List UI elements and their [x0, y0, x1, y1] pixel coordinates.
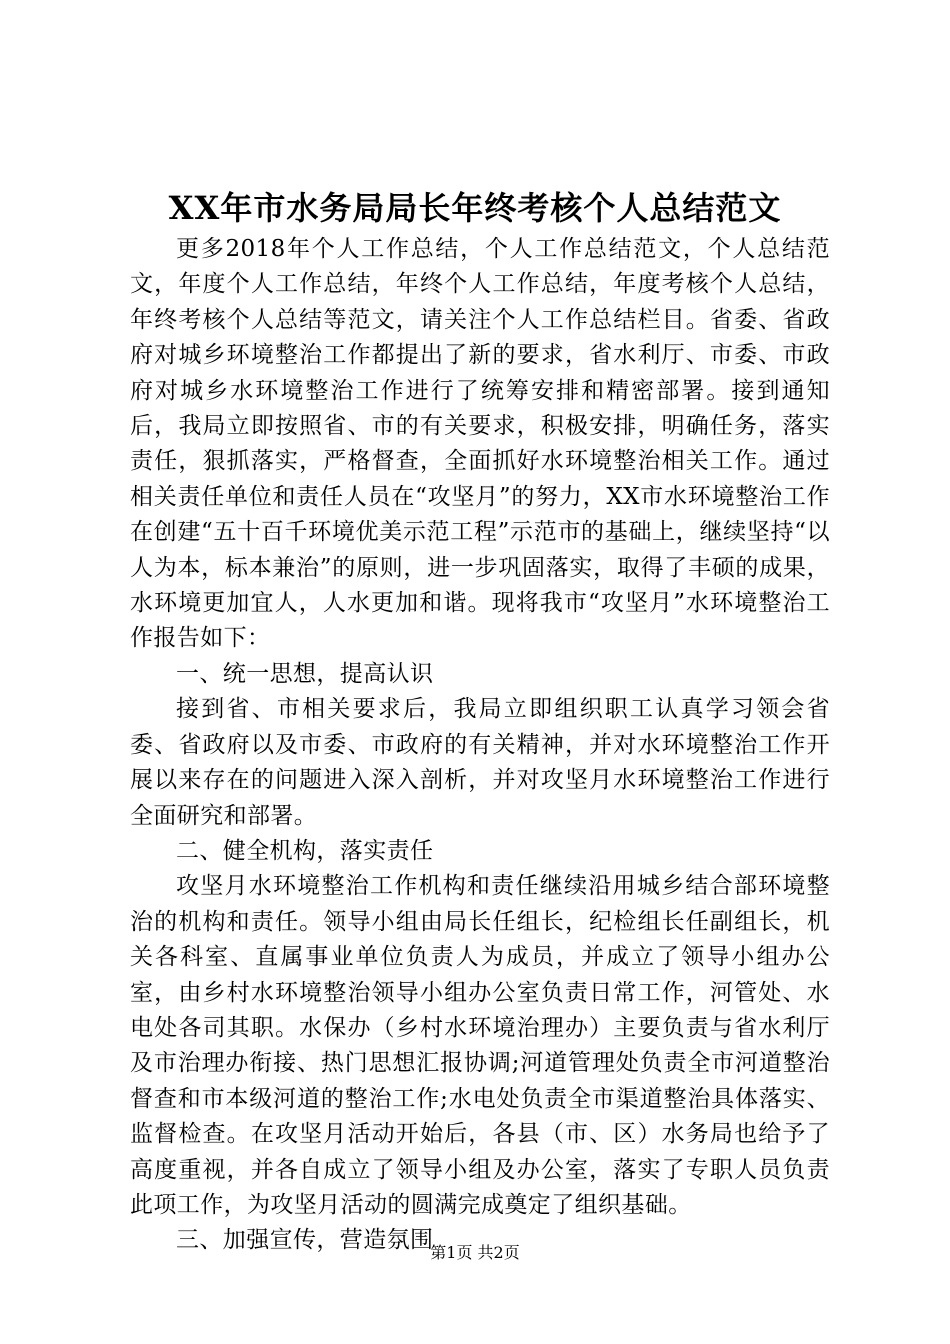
- page-footer: 第1页 共2页: [430, 1243, 520, 1262]
- intro-paragraph: 更多2018年个人工作总结，个人工作总结范文，个人总结范文，年度个人工作总结，年终个人工作总结，年度考核个人总结，年终考核个人总结等范文，请关注个人工作总结栏目。省委、省政府对城乡环境整治工作都提出了新的要求，省水利厅、市委、市政府对城乡水环境整治工作进行了统筹安排和精密部署。接到通知后，我局立即按照省、市的有关要求，积极安排，明确任务，落实责任，狠抓落实，严格督查，全面抓好水环境整治相关工作。通过相关责任单位和责任人员在“攻坚月”的努力，XX市水环境整治工作在创建“五十百千环境优美示范工程”示范市的基础上，继续坚持“以人为本，标本兼治”的原则，进一步巩固落实，取得了丰硕的成果，水环境更加宜人，人水更加和谐。现将我市“攻坚月”水环境整治工作报告如下：: [130, 236, 830, 652]
- document-title: XX年市水务局局长年终考核个人总结范文: [168, 189, 782, 227]
- section-paragraph-1: 接到省、市相关要求后，我局立即组织职工认真学习领会省委、省政府以及市委、市政府的有关精神，并对水环境整治工作开展以来存在的问题进入深入剖析，并对攻坚月水环境整治工作进行全面研究和部署。: [130, 696, 830, 829]
- section-heading-3: 三、加强宣传，营造氛围: [176, 1227, 434, 1254]
- document-body: [130, 232, 830, 1259]
- section-heading-2: 二、健全机构，落实责任: [176, 837, 434, 864]
- section-heading-1: 一、统一思想，提高认识: [176, 660, 434, 687]
- section-paragraph-2: 攻坚月水环境整治工作机构和责任继续沿用城乡结合部环境整治的机构和责任。领导小组由局长任组长，纪检组长任副组长，机关各科室、直属事业单位负责人为成员，并成立了领导小组办公室，由乡村水环境整治领导小组办公室负责日常工作，河管处、水电处各司其职。水保办（乡村水环境治理办）主要负责与省水利厅及市治理办衔接、热门思想汇报协调;河道管理处负责全市河道整治督查和市本级河道的整治工作;水电处负责全市渠道整治具体落实、监督检查。在攻坚月活动开始后，各县（市、区）水务局也给予了高度重视，并各自成立了领导小组及办公室，落实了专职人员负责此项工作，为攻坚月活动的圆满完成奠定了组织基础。: [130, 873, 830, 1218]
